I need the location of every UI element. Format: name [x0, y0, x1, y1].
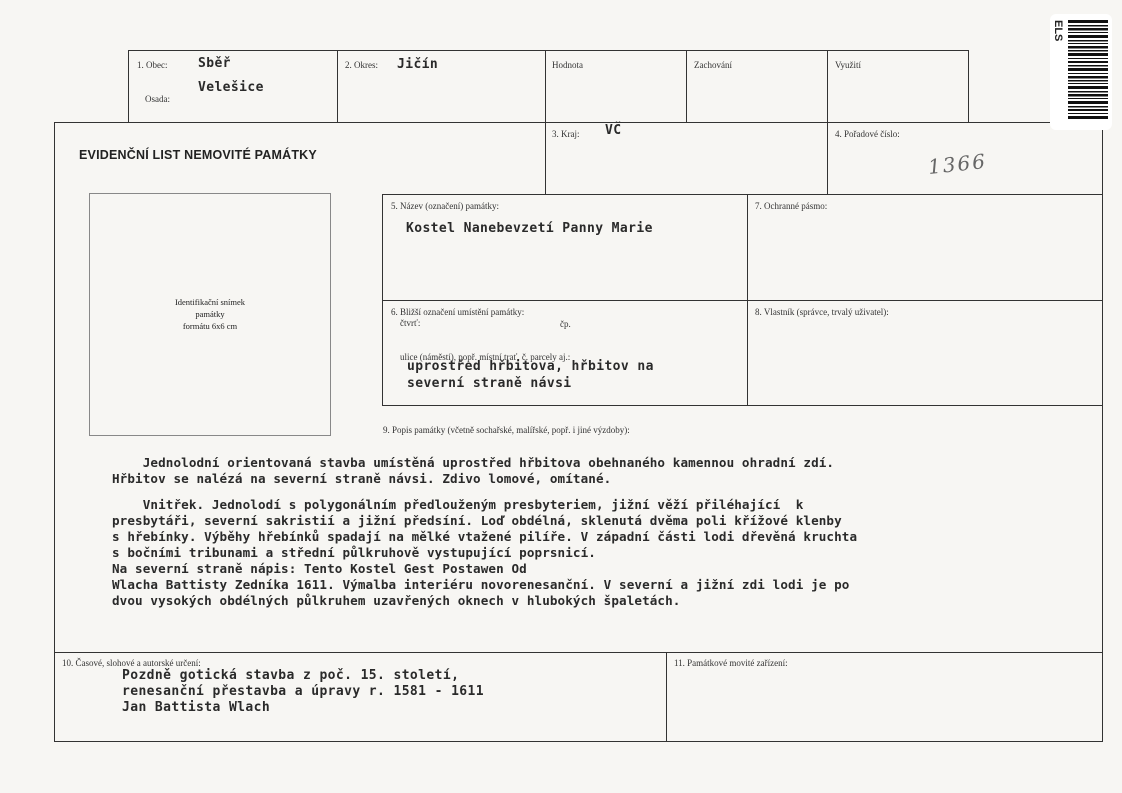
- okres-value: Jičín: [397, 57, 439, 72]
- vyuziti-label: Využití: [835, 60, 861, 70]
- datace-line: Pozdně gotická stavba z poč. 15. století,: [122, 668, 460, 683]
- photo-placeholder: [89, 193, 331, 436]
- sticker-text: ELS: [1052, 20, 1064, 42]
- popis-line: Wlacha Battisty Zedníka 1611. Výmalba interiéru novorenesanční. V severní a jižní zdi lodi je po: [112, 577, 850, 592]
- poradove-value: 1366: [926, 148, 988, 180]
- datace-line: renesanční přestavba a úpravy r. 1581 - 1611: [122, 684, 484, 699]
- okres-label: 2. Okres:: [345, 60, 378, 70]
- kraj-label: 3. Kraj:: [552, 129, 580, 139]
- movite-label: 11. Památkové movité zařízení:: [674, 658, 788, 668]
- popis-line: s bočními tribunami a střední půlkruhově vystupující poprsnicí.: [112, 545, 596, 560]
- nazev-value: Kostel Nanebevzetí Panny Marie: [406, 221, 653, 236]
- barcode-icon: [1068, 20, 1108, 120]
- obec-label: 1. Obec:: [137, 60, 168, 70]
- umisteni-value-line: severní straně návsi: [407, 376, 572, 391]
- popis-line: Vnitřek. Jednolodí s polygonálním předlouženým presbyteriem, jižní věží přiléhající k: [112, 497, 804, 512]
- datace-label: 10. Časové, slohové a autorské určení:: [62, 658, 201, 668]
- obec-value: Sběř: [198, 56, 231, 71]
- osada-label: Osada:: [145, 94, 170, 104]
- popis-line: presbytáři, severní sakristií a jižní předsíní. Loď obdélná, sklenutá dvěma poli křížové klenby: [112, 513, 842, 528]
- barcode-sticker: [1050, 14, 1112, 130]
- ochranne-pasmo-label: 7. Ochranné pásmo:: [755, 201, 828, 211]
- popis-line: Na severní straně nápis: Tento Kostel Gest Postawen Od: [112, 561, 527, 576]
- popis-line: s hřebínky. Výběhy hřebínků spadají na mělké vtažené pilíře. V západní části lodi dřevěná kruchta: [112, 529, 858, 544]
- hodnota-label: Hodnota: [552, 60, 583, 70]
- poradove-label: 4. Pořadové číslo:: [835, 129, 900, 139]
- field-kraj-box: [545, 122, 828, 195]
- vlastnik-label: 8. Vlastník (správce, trvalý uživatel):: [755, 307, 889, 317]
- nazev-label: 5. Název (označení) památky:: [391, 201, 499, 211]
- cp-label: čp.: [560, 319, 571, 329]
- popis-line: dvou vysokých obdélných půlkruhem uzavřených oknech v hlubokých špaletách.: [112, 593, 681, 608]
- photo-label-line: Identifikační snímek: [174, 297, 246, 307]
- popis-line: Hřbitov se nalézá na severní straně návsi. Zdivo lomové, omítané.: [112, 471, 612, 486]
- kraj-value: VČ: [605, 123, 622, 138]
- popis-label: 9. Popis památky (včetně sochařské, malířské, popř. i jiné výzdoby):: [383, 425, 630, 435]
- photo-label-line: památky: [195, 309, 225, 319]
- form-title: EVIDENČNÍ LIST NEMOVITÉ PAMÁTKY: [79, 148, 317, 162]
- popis-text: [112, 455, 857, 609]
- osada-value: Velešice: [198, 80, 264, 95]
- datace-line: Jan Battista Wlach: [122, 700, 271, 715]
- ctvrt-label: čtvrť:: [400, 318, 421, 328]
- umisteni-value-line: uprostřed hřbitova, hřbitov na: [407, 359, 654, 374]
- zachovani-label: Zachování: [694, 60, 732, 70]
- umisteni-label: 6. Bližší označení umístění památky:: [391, 307, 525, 317]
- ulice-label: ulice (náměstí), popř. místní trať, č. parcely aj.:: [400, 352, 571, 362]
- photo-label-line: formátu 6x6 cm: [182, 321, 238, 331]
- popis-line: Jednolodní orientovaná stavba umístěná uprostřed hřbitova obehnaného kamennou ohradní zdí.: [112, 455, 835, 470]
